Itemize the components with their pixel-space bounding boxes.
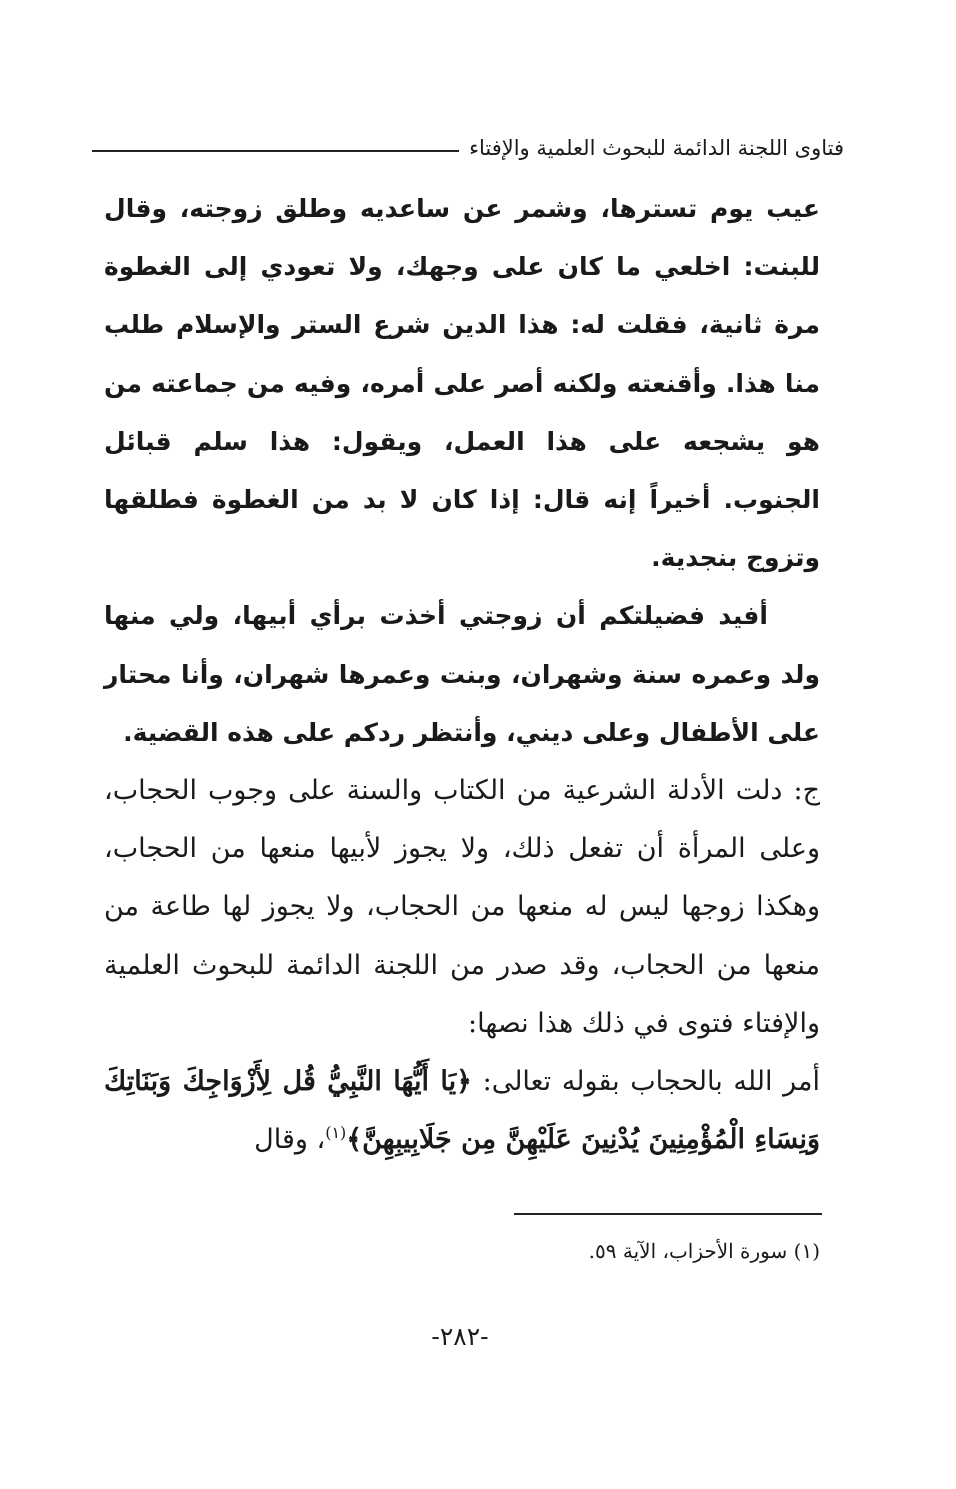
running-header <box>92 128 844 168</box>
footnote-marker: (١) <box>325 1123 347 1143</box>
running-header-title: فتاوى اللجنة الدائمة للبحوث العلمية والإفتاء <box>469 136 844 160</box>
footnote-rule <box>514 1213 822 1215</box>
question-paragraph-2: أفيد فضيلتكم أن زوجتي أخذت برأي أبيها، ولي منها ولد وعمره سنة وشهران، وبنت وعمرها شهران، وأنا محتار على الأطفال وعلى ديني، وأنتظر ردكم على هذه القضية. <box>104 601 820 747</box>
header-rule <box>92 150 459 152</box>
fatwa-continuation: ، وقال <box>254 1124 326 1156</box>
fatwa-paragraph <box>104 1053 820 1169</box>
body-text <box>104 180 820 1169</box>
fatwa-intro: أمر الله بالحجاب بقوله تعالى: <box>471 1066 820 1098</box>
answer-paragraph: ج: دلت الأدلة الشرعية من الكتاب والسنة على وجوب الحجاب، وعلى المرأة أن تفعل ذلك، ولا يجوز لأبيها منعها من الحجاب، وهكذا زوجها ليس له منعها من الحجاب، ولا يجوز لها طاعة من منعها من الحجاب، وقد صدر من اللجنة الدائمة للبحوث العلمية والإفتاء فتوى في ذلك هذا نصها: <box>104 775 820 1039</box>
footnote: (١) سورة الأحزاب، الآية ٥٩. <box>588 1239 820 1263</box>
page-number: -٢٨٢- <box>431 1322 489 1351</box>
quran-verse: ﴿يَا أَيُّهَا النَّبِيُّ قُل لِأَزْوَاجِكَ وَبَنَاتِكَ وَنِسَاءِ الْمُؤْمِنِينَ يُدْنِينَ عَلَيْهِنَّ مِن جَلَابِيبِهِنَّ﴾ <box>104 1066 820 1156</box>
question-paragraph-1: عيب يوم تسترها، وشمر عن ساعديه وطلق زوجته، وقال للبنت: اخلعي ما كان على وجهك، ولا تعودي إلى الغطوة مرة ثانية، فقلت له: هذا الدين شرع الستر والإسلام طلب منا هذا. وأقنعته ولكنه أصر على أمره، وفيه من جماعته من هو يشجعه على هذا العمل، ويقول: هذا سلم قبائل الجنوب. أخيراً إنه قال: إذا كان لا بد من الغطوة فطلقها وتزوج بنجدية. <box>104 194 820 573</box>
